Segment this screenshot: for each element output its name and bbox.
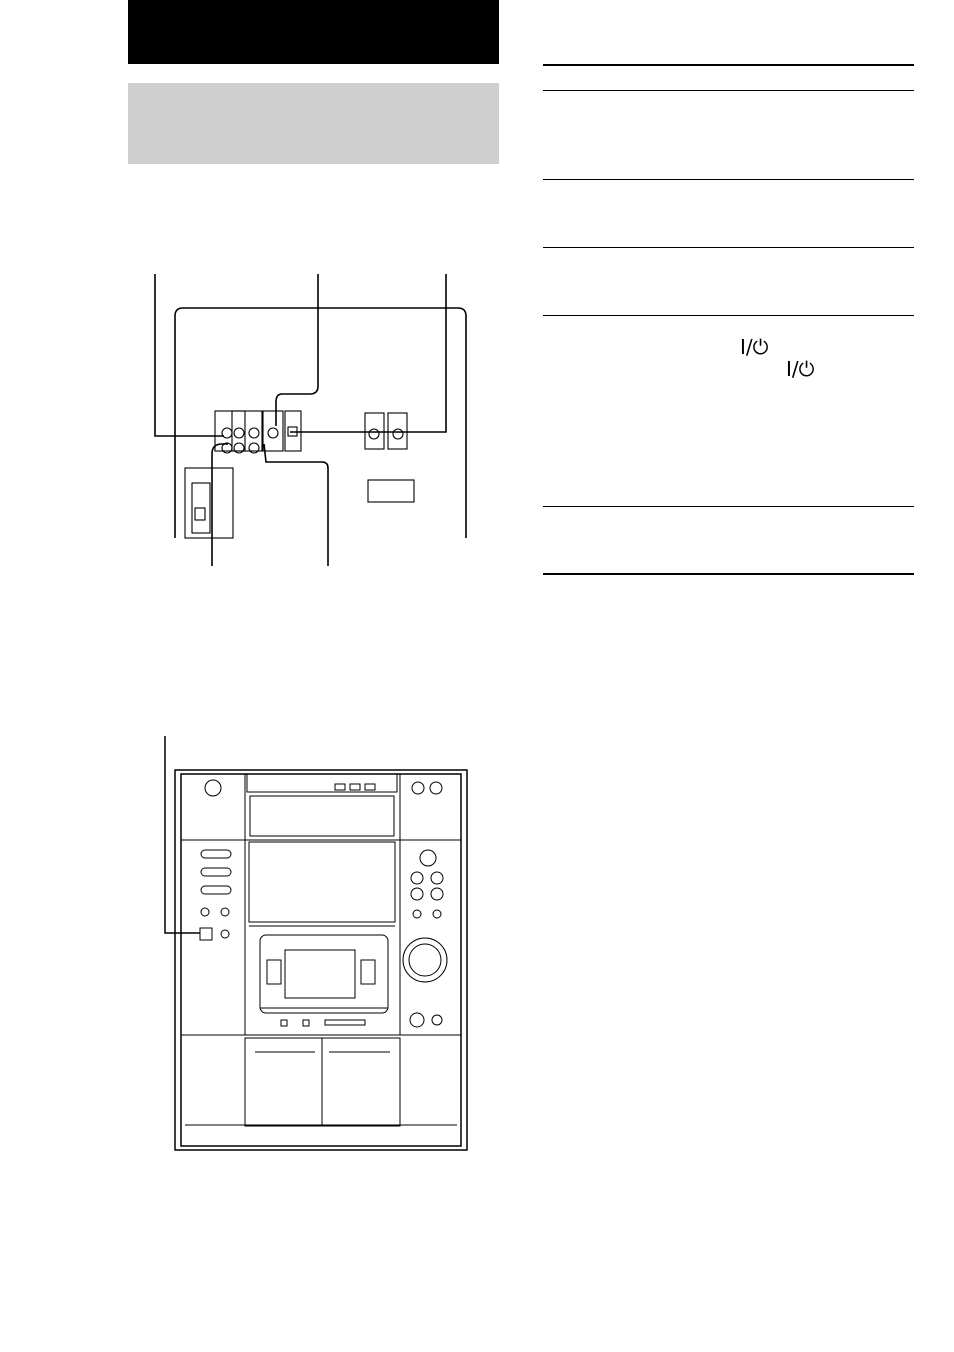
rear-panel-diagram bbox=[140, 268, 480, 578]
table-bottom-rule bbox=[543, 573, 914, 575]
section-header-bar bbox=[128, 0, 499, 64]
table-row-rule bbox=[543, 315, 914, 316]
table-top-rule bbox=[543, 64, 914, 66]
section-title-panel bbox=[128, 83, 499, 164]
table-row-rule bbox=[543, 90, 914, 91]
table-row-rule bbox=[543, 247, 914, 248]
table-row-rule bbox=[543, 179, 914, 180]
front-panel-diagram bbox=[155, 730, 475, 1155]
table-row-rule bbox=[543, 506, 914, 507]
power-symbol: I/⏻ bbox=[740, 335, 769, 359]
power-symbol: I/⏻ bbox=[786, 357, 815, 381]
